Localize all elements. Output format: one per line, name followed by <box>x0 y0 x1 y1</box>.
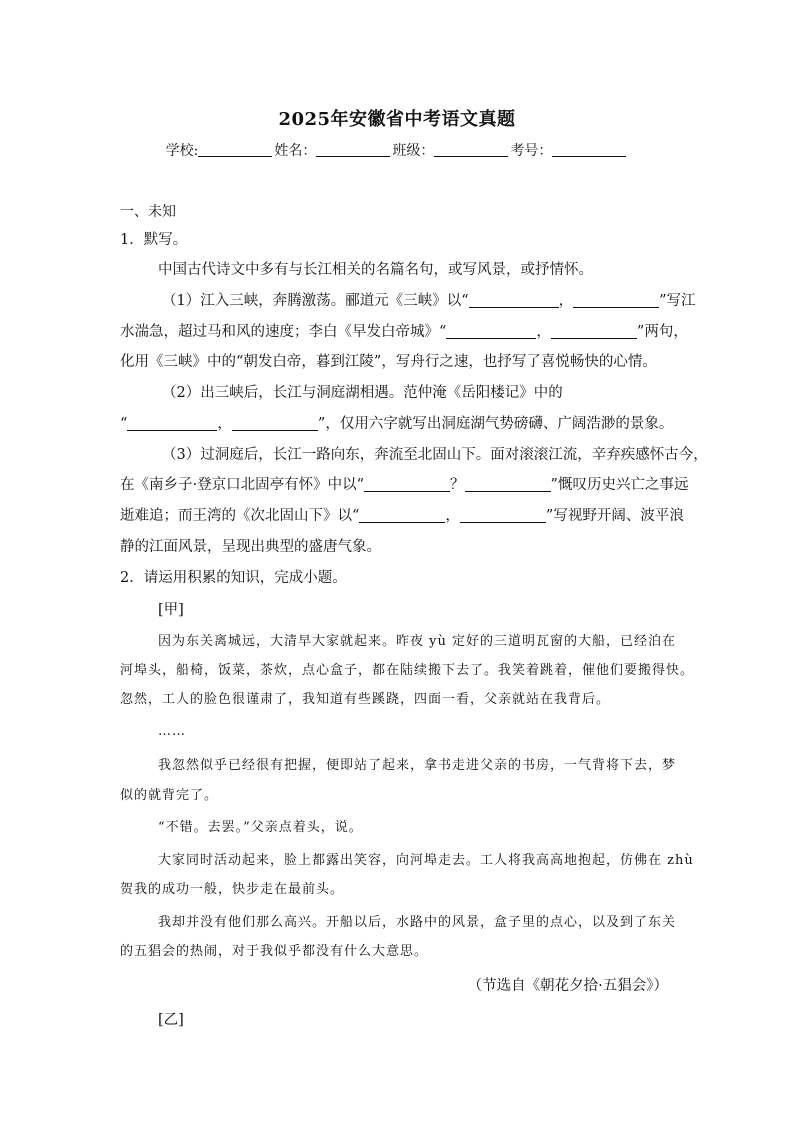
answer-blank-10[interactable] <box>460 507 546 523</box>
passage-source: （节选自《朝花夕拾·五猖会》） <box>467 978 668 994</box>
passage-yi-marker: [乙] <box>158 1012 184 1028</box>
answer-blank-9[interactable] <box>359 507 445 523</box>
student-info-line <box>0 140 794 160</box>
passage-para1-line1: 因为东关离城远，大清早大家就起来。昨夜 yù 定好的三道明瓦窗的大船，已经泊在 <box>158 634 676 649</box>
page-title: 2025年安徽省中考语文真题 <box>278 109 516 130</box>
passage-para1-line3: 忽然，工人的脸色很谨肃了，我知道有些蹊跷，四面一看，父亲就站在我背后。 <box>120 692 611 707</box>
q1-p3-line3-a: 逝难追；而王湾的《次北固山下》以“ <box>120 508 360 524</box>
q1-p1-text-a: （1）江入三峡，奔腾激荡。郦道元《三峡》以“ <box>162 293 469 309</box>
passage-para4-line2: 贺我的成功一般，快步走在最前头。 <box>120 882 345 897</box>
q1-p1-line2-comma: ， <box>536 324 551 340</box>
answer-blank-1[interactable] <box>469 292 559 308</box>
passage-jia-marker: [甲] <box>158 602 184 618</box>
exam-no-blank[interactable] <box>552 142 626 157</box>
name-blank[interactable] <box>316 142 390 157</box>
passage-para4-line1: 大家同时活动起来，脸上都露出笑容，向河埠走去。工人将我高高地抱起，仿佛在 zhù <box>158 853 694 868</box>
q1-part3-line4: 静的江面风景，呈现出典型的盛唐气象。 <box>120 539 381 555</box>
answer-blank-7[interactable] <box>364 476 450 492</box>
q1-p3-line3-b: ”写视野开阔、波平浪 <box>545 508 684 524</box>
q1-p3-qmark: ？ <box>450 477 465 493</box>
q1-part3-line3 <box>120 506 684 526</box>
q1-p1-line2-a: 水湍急，超过马和风的速度；李白《早发白帝城》“ <box>120 324 447 340</box>
q1-part2-line1: （2）出三峡后，长江与洞庭湖相遇。范仲淹《岳阳楼记》中的 <box>162 385 563 401</box>
q1-part1-line2 <box>120 322 688 342</box>
school-label: 学校: <box>165 143 199 159</box>
q1-p3-line3-comma: ， <box>445 508 460 524</box>
answer-blank-2[interactable] <box>573 292 659 308</box>
question-2-label: 2．请运用积累的知识，完成小题。 <box>120 570 347 586</box>
q1-part3-line2 <box>120 475 689 495</box>
answer-blank-4[interactable] <box>551 323 637 339</box>
answer-blank-8[interactable] <box>465 476 551 492</box>
q1-part1-line3: 化用《三峡》中的“朝发白帝，暮到江陵”，写舟行之速，也抒写了喜悦畅快的心情。 <box>120 354 657 370</box>
q1-p2-comma: ， <box>217 416 232 432</box>
school-blank[interactable] <box>198 142 272 157</box>
q1-p3-line2-b: ”慨叹历史兴亡之事远 <box>550 477 689 493</box>
passage-para1-line2: 河埠头，船椅，饭菜，茶炊，点心盒子，都在陆续搬下去了。我笑着跳着，催他们要搬得快。 <box>120 663 695 678</box>
q1-p2-open-quote: “ <box>120 416 128 432</box>
passage-para5-line1: 我却并没有他们那么高兴。开船以后，水路中的风景，盒子里的点心，以及到了东关 <box>158 915 677 930</box>
q1-part3-line1: （3）过洞庭后，长江一路向东，奔流至北固山下。面对滚滚江流，辛弃疾感怀古今， <box>162 447 708 463</box>
q1-p3-line2-a: 在《南乡子·登京口北固亭有怀》中以“ <box>120 477 365 493</box>
question-1-intro: 中国古代诗文中多有与长江相关的名篇名句，或写风景，或抒情怀。 <box>158 262 593 278</box>
passage-ellipsis: …… <box>158 724 186 739</box>
question-1-label: 1．默写。 <box>120 232 188 248</box>
passage-para3: “不错。去罢。”父亲点着头，说。 <box>158 820 363 835</box>
class-blank[interactable] <box>434 142 508 157</box>
q1-part2-line2 <box>120 414 680 434</box>
section-heading: 一、未知 <box>120 204 176 220</box>
class-label: 班级： <box>392 143 435 159</box>
name-label: 姓名： <box>274 143 317 159</box>
exam-no-label: 考号： <box>510 143 553 159</box>
q1-p1-line2-b: ”两句， <box>636 324 688 340</box>
q1-p1-text-b: ”写江 <box>659 293 696 309</box>
answer-blank-5[interactable] <box>127 415 217 431</box>
passage-para2-line1: 我忽然似乎已经很有把握，便即站了起来，拿书走进父亲的书房，一气背将下去，梦 <box>158 758 677 773</box>
q1-p2-line2-b: ”，仅用六字就写出洞庭湖气势磅礴、广阔浩渺的景象。 <box>317 416 674 432</box>
q1-part1-line1 <box>162 291 722 311</box>
q1-p1-comma: ， <box>558 293 574 309</box>
answer-blank-6[interactable] <box>232 415 318 431</box>
passage-para2-line2: 似的就背完了。 <box>120 788 219 803</box>
answer-blank-3[interactable] <box>446 323 536 339</box>
passage-para5-line2: 的五猖会的热闹，对于我似乎都没有什么大意思。 <box>120 944 429 959</box>
